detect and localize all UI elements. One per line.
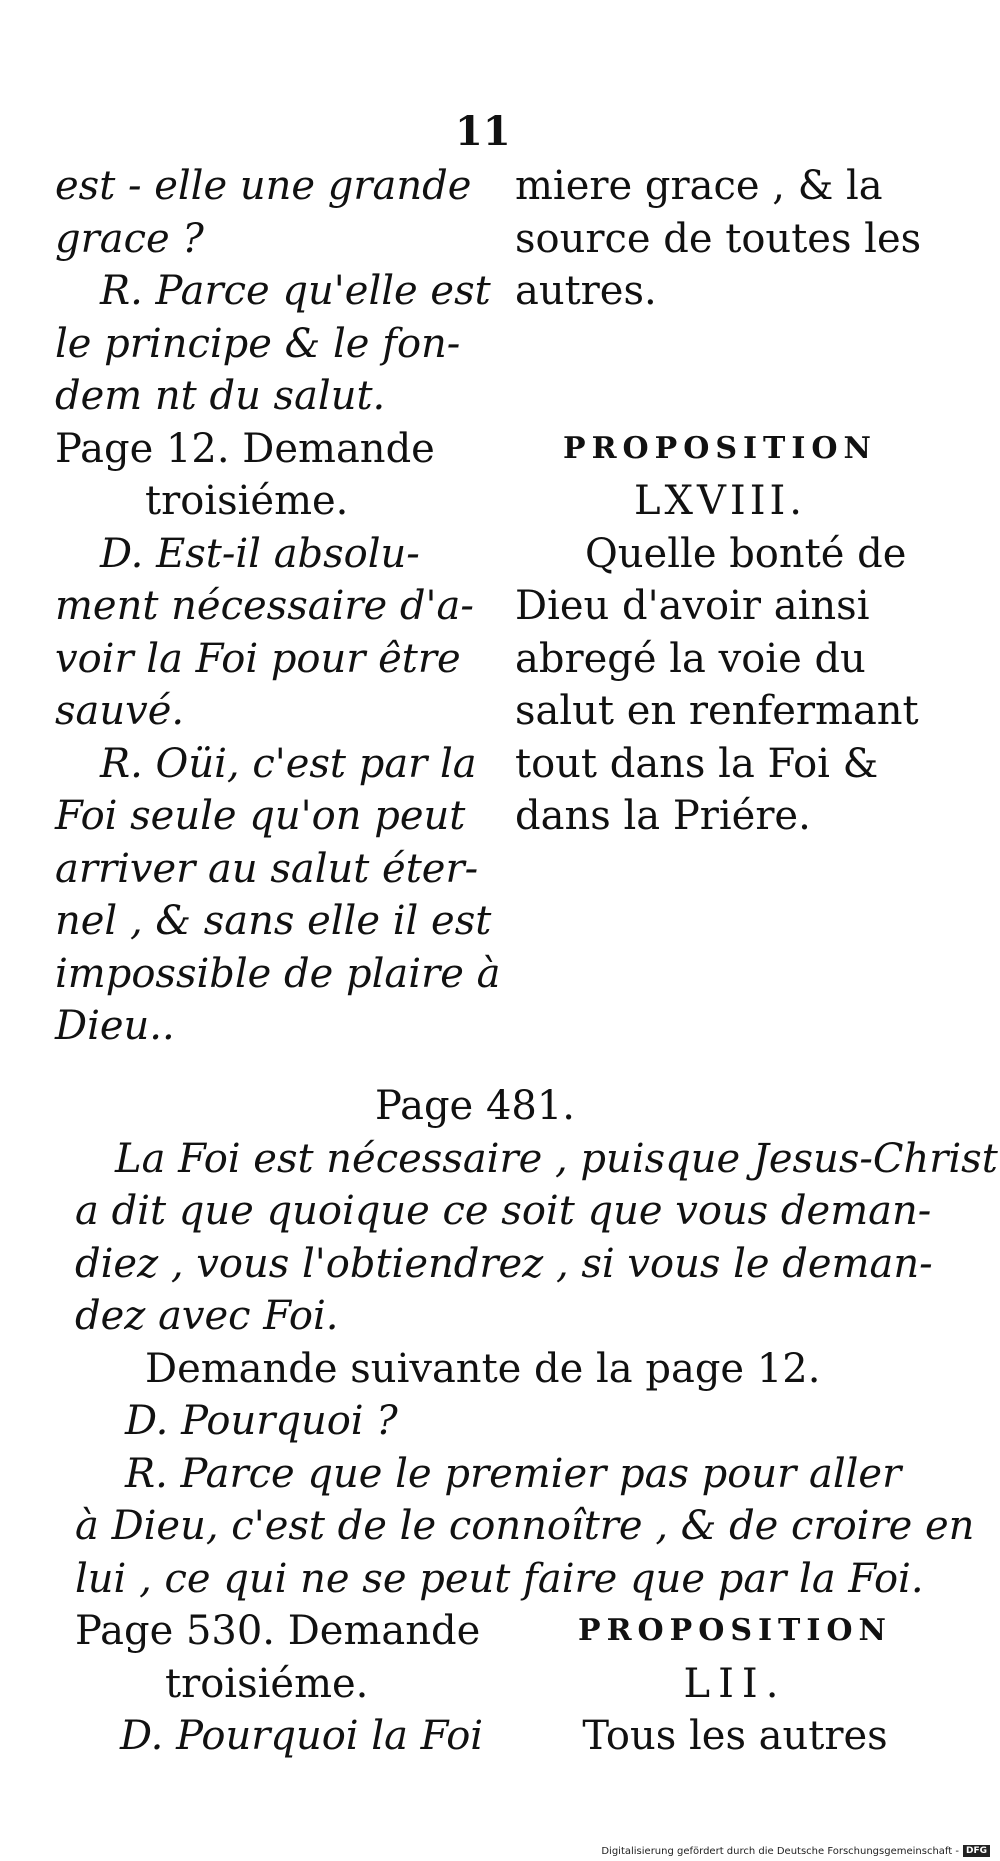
text-line: D. Est-il absolu- [100, 530, 420, 577]
text-line: est - elle une grande [55, 163, 472, 209]
text-line: source de toutes les [515, 215, 922, 262]
text-line: La Foi est nécessaire , puisque Jesus-Christ [115, 1135, 998, 1182]
blank-line [515, 318, 925, 371]
text-line: le principe & le fon- [55, 320, 461, 367]
text-line: Tous les autres [582, 1713, 888, 1759]
text-line: voir la Foi pour être [55, 635, 461, 682]
text-line: diez , vous l'obtiendrez , si vous le deman- [75, 1240, 933, 1287]
text-line: lui , ce qui ne se peut faire que par la Foi. [75, 1555, 924, 1602]
text-line: R. Parce que le premier pas pour aller [125, 1450, 902, 1497]
text-line: troisiéme. [145, 478, 349, 524]
text-line: tout dans la Foi & [515, 740, 879, 787]
page-481-section [75, 1080, 998, 1605]
text-line: impossible de plaire à [55, 950, 501, 997]
text-line: salut en renfermant [515, 688, 919, 734]
text-line: D. Pourquoi la Foi [120, 1713, 484, 1759]
text-line: grace ? [55, 215, 204, 262]
proposition-number: LII. [683, 1660, 787, 1707]
text-line: nel , & sans elle il est [55, 898, 492, 944]
text-line: ment nécessaire d'a- [55, 583, 474, 629]
text-line: arriver au salut éter- [55, 845, 479, 892]
text-line: D. Pourquoi ? [125, 1398, 398, 1444]
text-line: abregé la voie du [515, 635, 866, 682]
text-line: autres. [515, 268, 657, 314]
left-column [55, 160, 501, 1053]
digitization-footer [601, 1845, 990, 1857]
page-number: 11 [455, 108, 511, 155]
bottom-right-column [530, 1605, 940, 1763]
text-line: Page 530. Demande [75, 1608, 481, 1654]
text-line: troisiéme. [165, 1660, 369, 1707]
footer-text: Digitalisierung gefördert durch die Deutsche Forschungsgemeinschaft - [601, 1845, 959, 1857]
text-line: dans la Priére. [515, 793, 811, 839]
text-line: dem nt du salut. [55, 373, 386, 419]
bottom-left-column [75, 1605, 505, 1763]
text-line: R. Oüi, c'est par la [100, 740, 477, 787]
text-line: miere grace , & la [515, 163, 883, 209]
blank-line [515, 370, 925, 423]
text-line: Dieu.. [55, 1003, 175, 1049]
text-line: Quelle bonté de [585, 530, 907, 577]
dfg-logo: DFG [963, 1845, 990, 1857]
text-line: Foi seule qu'on peut [55, 793, 466, 839]
right-column [515, 160, 925, 843]
proposition-heading: PROPOSITION [578, 1613, 892, 1648]
text-line: Demande suivante de la page 12. [145, 1345, 821, 1392]
section-heading: Page 481. [374, 1083, 576, 1129]
text-line: R. Parce qu'elle est [100, 268, 491, 314]
proposition-number: LXVIII. [633, 478, 807, 524]
text-line: à Dieu, c'est de le connoître , & de croire en [75, 1503, 975, 1549]
text-line: dez avec Foi. [75, 1293, 339, 1339]
text-line: Dieu d'avoir ainsi [515, 583, 870, 629]
text-line: Page 12. Demande [55, 425, 435, 472]
text-line: a dit que quoique ce soit que vous deman- [75, 1188, 932, 1234]
text-line: sauvé. [55, 688, 185, 734]
proposition-heading: PROPOSITION [563, 430, 877, 466]
